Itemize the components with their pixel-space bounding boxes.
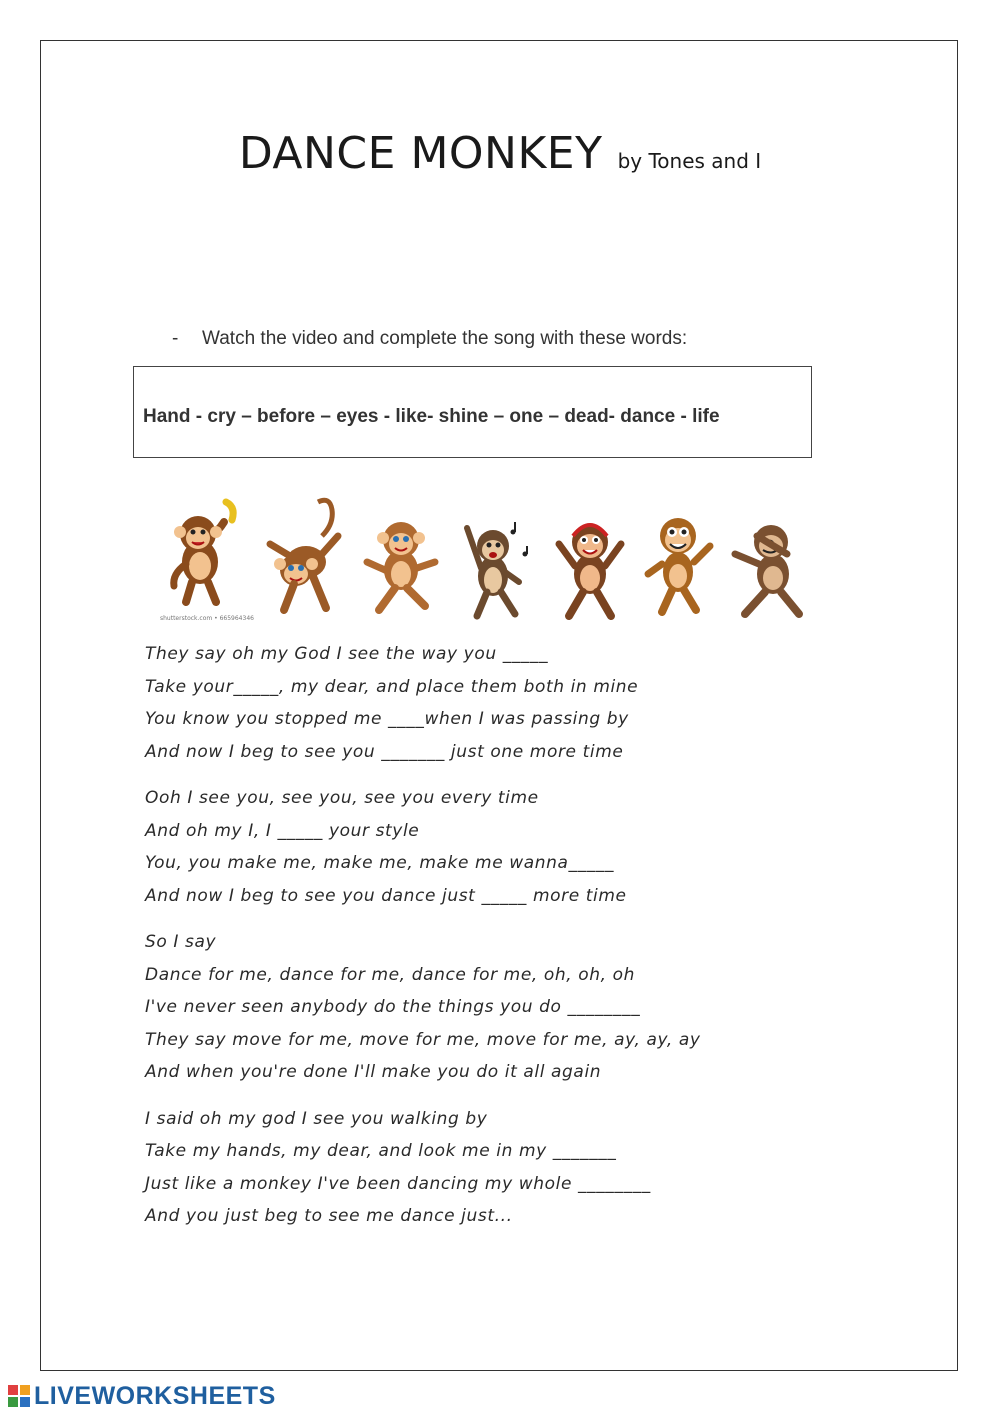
monkey-waving-icon — [638, 492, 718, 617]
word-bank: Hand - cry – before – eyes - like- shine – one – dead- dance - life — [143, 406, 720, 427]
lyric-line: You know you stopped me ____when I was passing by — [145, 709, 629, 729]
lyric-line: I said oh my god I see you walking by — [145, 1108, 488, 1129]
monkey-singing-icon — [455, 492, 540, 622]
lyric-line: I've never seen anybody do the things you do ________ — [145, 997, 641, 1017]
lyric-stanza — [145, 641, 845, 771]
monkey-illustrations — [150, 492, 825, 627]
lyric-line: And when you're done I'll make you do it all again — [145, 1062, 602, 1082]
monkey-tail-icon — [260, 492, 350, 617]
lyric-line: And now I beg to see you dance just _____ more time — [145, 885, 627, 906]
word-bank-box — [133, 366, 812, 458]
lyrics — [145, 641, 845, 1250]
instruction — [172, 328, 687, 350]
liveworksheets-brand: LIVEWORKSHEETS — [34, 1381, 276, 1410]
page-title — [0, 128, 1000, 179]
liveworksheets-logo-icon — [7, 1384, 31, 1408]
lyric-line: Dance for me, dance for me, dance for me, oh, oh, oh — [145, 964, 636, 985]
lyric-line: And you just beg to see me dance just... — [145, 1206, 513, 1226]
instruction-text: Watch the video and complete the song with these words: — [202, 328, 688, 349]
lyric-stanza — [145, 785, 845, 915]
monkey-headphones-icon — [545, 492, 635, 622]
lyric-line: And oh my I, I _____ your style — [145, 820, 420, 841]
stock-caption: shutterstock.com • 665964346 — [160, 615, 254, 622]
instruction-bullet: - — [172, 328, 179, 349]
lyric-stanza — [145, 929, 845, 1092]
lyric-line: Ooh I see you, see you, see you every time — [145, 788, 539, 808]
lyric-line: Take your_____, my dear, and place them both in mine — [145, 676, 639, 697]
song-title: DANCE MONKEY — [238, 128, 603, 179]
lyric-line: Just like a monkey I've been dancing my whole ________ — [145, 1173, 651, 1194]
lyric-line: They say move for me, move for me, move for me, ay, ay, ay — [145, 1029, 701, 1050]
song-artist: by Tones and I — [617, 149, 762, 173]
monkey-dancing-icon — [355, 492, 445, 617]
lyric-line: And now I beg to see you _______ just one more time — [145, 741, 624, 762]
footer-logo — [7, 1383, 276, 1409]
lyric-line: They say oh my God I see the way you _____ — [145, 644, 549, 664]
lyric-line: Take my hands, my dear, and look me in my _______ — [145, 1141, 617, 1161]
monkey-banana-icon — [158, 492, 248, 607]
monkey-dab-icon — [725, 492, 820, 622]
lyric-line: You, you make me, make me, make me wanna_____ — [145, 853, 615, 873]
lyric-stanza — [145, 1106, 845, 1236]
lyric-line: So I say — [145, 932, 217, 952]
